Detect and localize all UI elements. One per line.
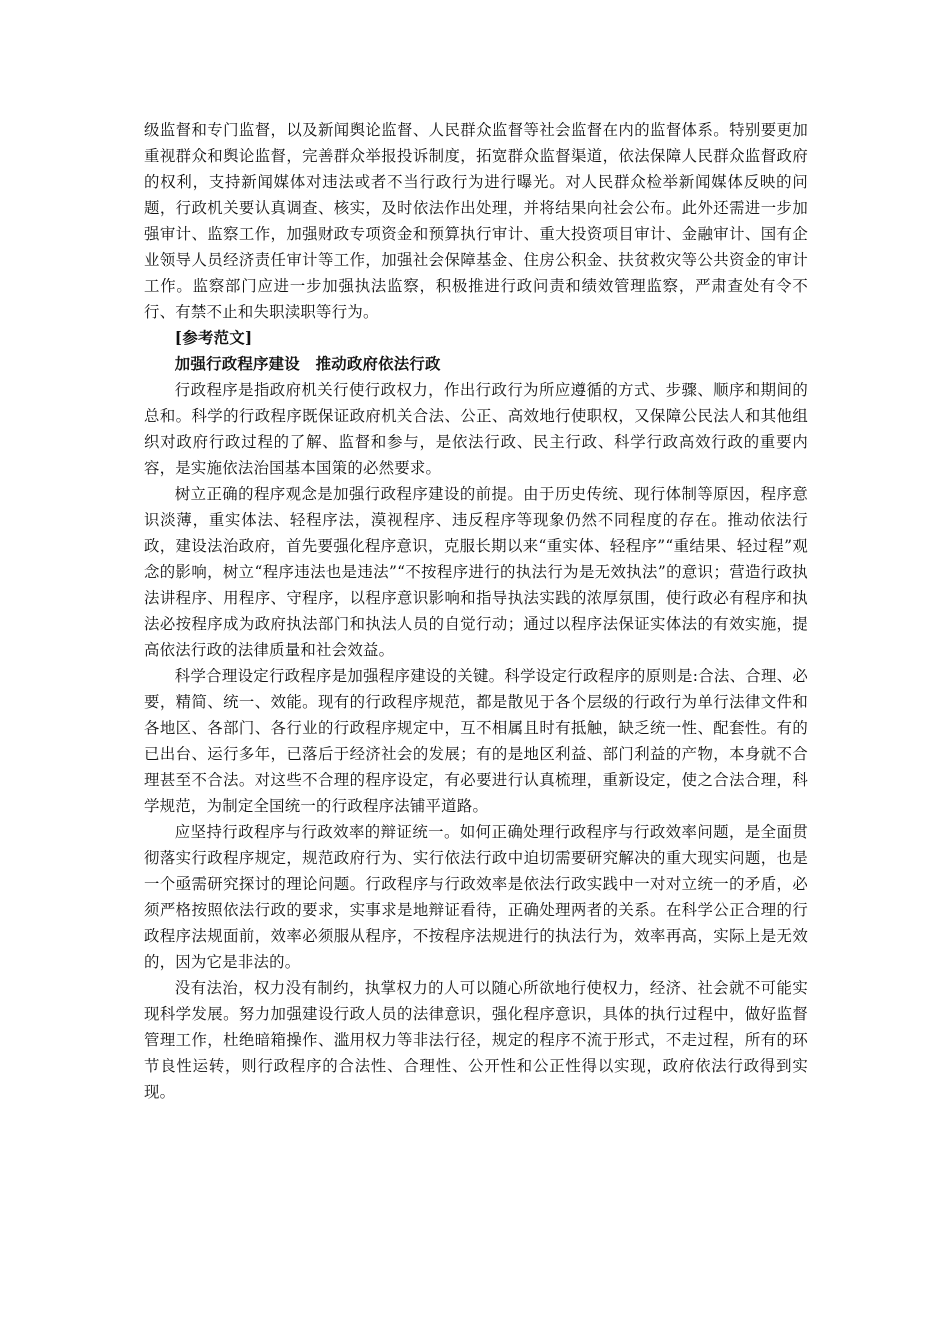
paragraph-procedure-efficiency: 应坚持行政程序与行政效率的辩证统一。如何正确处理行政程序与行政效率问题，是全面贯彻落实行政程序规定，规范政府行为、实行依法行政中迫切需要研究解决的重大现实问题，也是一个亟需研究探讨的理论问题。行政程序与行政效率是依法行政实践中一对对立统一的矛盾，必须严格按照依法行政的要求，实事求是地辩证看待，正确处理两者的关系。在科学公正合理的行政程序法规面前，效率必须服从程序，不按程序法规进行的执法行为，效率再高，实际上是无效的，因为它是非法的。 [144,823,808,971]
paragraph-conclusion: 没有法治，权力没有制约，执掌权力的人可以随心所欲地行使权力，经济、社会就不可能实现科学发展。努力加强建设行政人员的法律意识，强化程序意识，具体的执行过程中，做好监督管理工作，杜绝暗箱操作、滥用权力等非法行径，规定的程序不流于形式，不走过程，所有的环节良性运转，则行政程序的合法性、合理性、公开性和公正性得以实现，政府依法行政得到实现。 [144,979,808,1101]
paragraph-definition: 行政程序是指政府机关行使行政权力，作出行政行为所应遵循的方式、步骤、顺序和期间的总和。科学的行政程序既保证政府机关合法、公正、高效地行使职权，又保障公民法人和其他组织对政府行政过程的了解、监督和参与，是依法行政、民主行政、科学行政高效行政的重要内容，是实施依法治国基本国策的必然要求。 [144,381,808,477]
paragraph-supervision-continued: 级监督和专门监督，以及新闻舆论监督、人民群众监督等社会监督在内的监督体系。特别要更加重视群众和舆论监督，完善群众举报投诉制度，拓宽群众监督渠道，依法保障人民群众监督政府的权利，支持新闻媒体对违法或者不当行政行为进行曝光。对人民群众检举新闻媒体反映的问题，行政机关要认真调查、核实，及时依法作出处理，并将结果向社会公布。此外还需进一步加强审计、监察工作，加强财政专项资金和预算执行审计、重大投资项目审计、金融审计、国有企业领导人员经济责任审计等工作，加强社会保障基金、住房公积金、扶贫救灾等公共资金的审计工作。监察部门应进一步加强执法监察，积极推进行政问责和绩效管理监察，严肃查处有令不行、有禁不止和失职渎职等行为。 [144,121,808,321]
document-page [144,117,808,1105]
reference-essay-label: [参考范文] [174,329,253,347]
paragraph-procedure-awareness: 树立正确的程序观念是加强行政程序建设的前提。由于历史传统、现行体制等原因，程序意识淡薄，重实体法、轻程序法，漠视程序、违反程序等现象仍然不同程度的存在。推动依法行政，建设法治政府，首先要强化程序意识，克服长期以来“重实体、轻程序”“重结果、轻过程”观念的影响，树立“程序违法也是违法”“不按程序进行的执法行为是无效执法”的意识；营造行政执法讲程序、用程序、守程序，以程序意识影响和指导执法实践的浓厚氛围，使行政必有程序和执法必按程序成为政府执法部门和执法人员的自觉行动；通过以程序法保证实体法的有效实施，提高依法行政的法律质量和社会效益。 [144,485,808,659]
essay-title: 加强行政程序建设 推动政府依法行政 [174,355,441,373]
paragraph-procedure-design: 科学合理设定行政程序是加强程序建设的关键。科学设定行政程序的原则是:合法、合理、必要，精简、统一、效能。现有的行政程序规范，都是散见于各个层级的行政行为单行法律文件和各地区、各部门、各行业的行政程序规定中，互不相属且时有抵触，缺乏统一性、配套性。有的已出台、运行多年，已落后于经济社会的发展；有的是地区利益、部门利益的产物，本身就不合理甚至不合法。对这些不合理的程序设定，有必要进行认真梳理，重新设定，使之合法合理，科学规范，为制定全国统一的行政程序法铺平道路。 [144,667,808,815]
